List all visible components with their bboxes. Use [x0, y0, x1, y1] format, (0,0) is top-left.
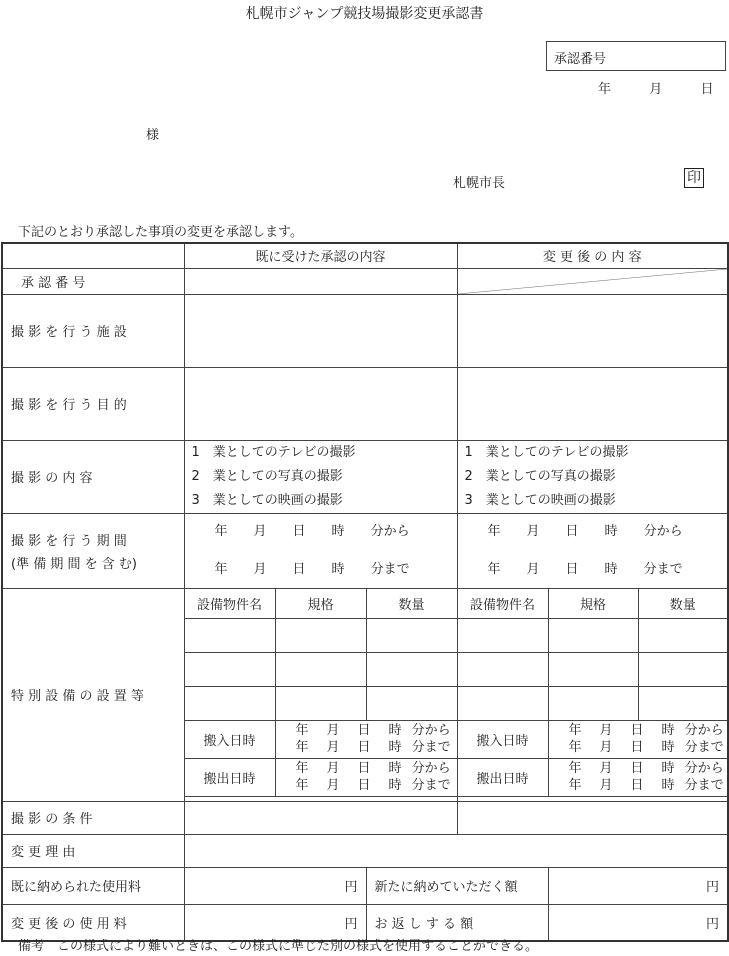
before-equipment-name-header: 設備物件名 [184, 588, 275, 618]
row-label-reason: 変 更 理 由 [2, 834, 184, 867]
new-fee-amount[interactable]: 円 [184, 904, 366, 941]
after-carry-in-time[interactable]: 年 月 日 時 分から 年 月 日 時 分まで [548, 720, 728, 758]
option-tv: 1 業としてのテレビの撮影 [191, 444, 356, 460]
period-to: 年 月 日 時 分まで [487, 561, 683, 577]
option-photo: 2 業としての写真の撮影 [191, 468, 343, 484]
option-photo: 2 業としての写真の撮影 [464, 468, 616, 484]
refund-label: お 返 し す る 額 [366, 904, 548, 941]
issue-date [598, 78, 714, 97]
equipment-cell[interactable] [638, 686, 728, 720]
before-purpose-cell[interactable] [184, 367, 457, 440]
equipment-cell[interactable] [275, 618, 366, 652]
equipment-cell[interactable] [638, 652, 728, 686]
before-carry-out-label: 搬出日時 [184, 758, 275, 796]
before-content-options[interactable] [184, 440, 457, 513]
after-equipment-name-header: 設備物件名 [457, 588, 548, 618]
header-after: 変 更 後 の 内 容 [457, 243, 728, 268]
row-label-purpose: 撮 影 を 行 う 目 的 [2, 367, 184, 440]
after-period-cell[interactable] [457, 513, 728, 588]
after-spec-header: 規格 [548, 588, 638, 618]
date-month: 月 [649, 82, 663, 97]
equipment-cell[interactable] [184, 686, 275, 720]
reason-cell[interactable] [184, 834, 728, 867]
before-quantity-header: 数量 [366, 588, 457, 618]
after-content-options[interactable] [457, 440, 728, 513]
approval-change-table [1, 242, 729, 942]
equipment-cell[interactable] [184, 618, 275, 652]
before-carry-in-label: 搬入日時 [184, 720, 275, 758]
paid-fee-amount[interactable]: 円 [184, 867, 366, 904]
equipment-cell[interactable] [366, 618, 457, 652]
equipment-cell[interactable] [366, 652, 457, 686]
additional-payment-amount[interactable]: 円 [548, 867, 728, 904]
diagonal-strike [458, 269, 728, 294]
refund-amount[interactable]: 円 [548, 904, 728, 941]
equipment-cell[interactable] [638, 618, 728, 652]
row-label-content: 撮 影 の 内 容 [2, 440, 184, 513]
after-conditions-cell[interactable] [457, 801, 728, 834]
equipment-cell[interactable] [548, 618, 638, 652]
before-period-cell[interactable] [184, 513, 457, 588]
recipient-suffix: 様 [146, 128, 160, 143]
period-to: 年 月 日 時 分まで [214, 561, 410, 577]
approval-number-box[interactable] [546, 41, 726, 71]
after-carry-out-time[interactable]: 年 月 日 時 分から 年 月 日 時 分まで [548, 758, 728, 796]
before-spec-header: 規格 [275, 588, 366, 618]
option-tv: 1 業としてのテレビの撮影 [464, 444, 629, 460]
period-from: 年 月 日 時 分から [487, 523, 683, 539]
row-label-period: 撮 影 を 行 う 期 間 (準 備 期 間 を 含 む) [2, 513, 184, 588]
row-label-conditions: 撮 影 の 条 件 [2, 801, 184, 834]
equipment-cell[interactable] [275, 652, 366, 686]
before-approval-number-cell[interactable] [184, 268, 457, 294]
after-quantity-header: 数量 [638, 588, 728, 618]
after-carry-in-label: 搬入日時 [457, 720, 548, 758]
equipment-cell[interactable] [275, 686, 366, 720]
after-facility-cell[interactable] [457, 294, 728, 367]
row-label-facility: 撮 影 を 行 う 施 設 [2, 294, 184, 367]
equipment-cell[interactable] [457, 652, 548, 686]
row-label-equipment: 特 別 設 備 の 設 置 等 [2, 588, 184, 801]
before-carry-in-time[interactable]: 年 月 日 時 分から 年 月 日 時 分まで [275, 720, 457, 758]
remark-note: 備考 この様式により難いときは、この様式に準じた別の様式を使用することができる。 [18, 939, 539, 954]
equipment-cell[interactable] [457, 686, 548, 720]
after-approval-number-cell [457, 268, 728, 294]
before-conditions-cell[interactable] [184, 801, 457, 834]
intro-text: 下記のとおり承認した事項の変更を承認します。 [18, 225, 303, 240]
after-purpose-cell[interactable] [457, 367, 728, 440]
issuer-name: 札幌市長 [453, 176, 506, 191]
approval-number-label: 承認番号 [554, 52, 607, 67]
row-label-new-fee: 変 更 後 の 使 用 料 [2, 904, 184, 941]
date-day: 日 [700, 82, 714, 97]
equipment-cell[interactable] [184, 652, 275, 686]
after-carry-out-label: 搬出日時 [457, 758, 548, 796]
equipment-cell[interactable] [548, 652, 638, 686]
header-blank [2, 243, 184, 268]
equipment-cell[interactable] [457, 618, 548, 652]
before-carry-out-time[interactable]: 年 月 日 時 分から 年 月 日 時 分まで [275, 758, 457, 796]
seal-stamp: 印 [684, 168, 704, 188]
row-label-approval-number: 承 認 番 号 [2, 268, 184, 294]
header-before: 既に受けた承認の内容 [184, 243, 457, 268]
document-title: 札幌市ジャンプ競技場撮影変更承認書 [245, 6, 484, 22]
period-from: 年 月 日 時 分から [214, 523, 410, 539]
date-year: 年 [598, 82, 612, 97]
option-film: 3 業としての映画の撮影 [191, 492, 343, 508]
equipment-cell[interactable] [548, 686, 638, 720]
equipment-cell[interactable] [366, 686, 457, 720]
additional-payment-label: 新たに納めていただく額 [366, 867, 548, 904]
row-label-paid-fee: 既に納められた使用料 [2, 867, 184, 904]
before-facility-cell[interactable] [184, 294, 457, 367]
option-film: 3 業としての映画の撮影 [464, 492, 616, 508]
